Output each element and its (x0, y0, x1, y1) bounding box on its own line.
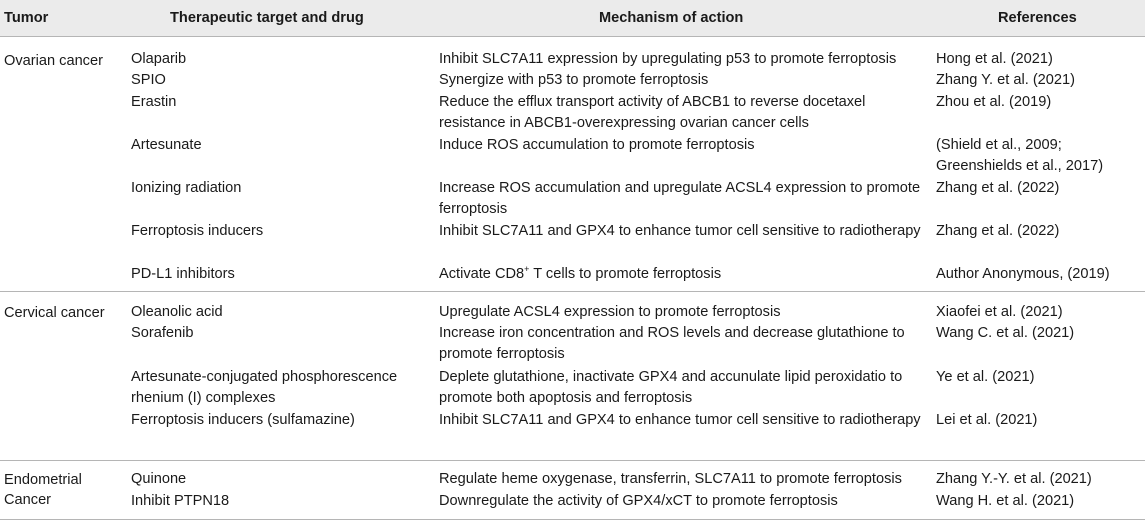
table-row (0, 469, 1145, 490)
table-row (0, 221, 1145, 263)
superscript: + (524, 264, 530, 275)
mechanism-text: Activate CD8 (439, 266, 525, 282)
cell-reference: Zhang Y. et al. (2021) (936, 72, 1076, 88)
cell-mechanism: Inhibit SLC7A11 and GPX4 to enhance tumor cell sensitive to radiotherapy (439, 412, 921, 428)
header-references: References (998, 10, 1077, 26)
cell-target: Erastin (131, 94, 177, 110)
cell-reference: Zhou et al. (2019) (936, 94, 1052, 110)
cell-target: Ferroptosis inducers (sulfamazine) (131, 412, 355, 428)
cell-target: Sorafenib (131, 325, 194, 341)
header-mechanism: Mechanism of action (599, 10, 744, 26)
cell-target: Oleanolic acid (131, 304, 223, 320)
group-endometrial-cancer (0, 461, 1145, 520)
table-row (0, 367, 1145, 409)
cell-mechanism: Increase iron concentration and ROS levels and decrease glutathione to promote ferroptosis (439, 325, 905, 362)
table-row (0, 302, 1145, 323)
cell-mechanism: Downregulate the activity of GPX4/xCT to promote ferroptosis (439, 493, 838, 509)
table-row (0, 323, 1145, 365)
mechanism-text: T cells to promote ferroptosis (529, 266, 722, 282)
header-target: Therapeutic target and drug (170, 10, 364, 26)
table-row (0, 70, 1145, 91)
cell-target: Quinone (131, 471, 187, 487)
cell-target: SPIO (131, 72, 166, 88)
cell-mechanism: Synergize with p53 to promote ferroptosis (439, 72, 709, 88)
cell-target: Ferroptosis inducers (131, 223, 264, 239)
tumor-label: Endometrial Cancer (4, 472, 82, 508)
cell-mechanism: Increase ROS accumulation and upregulate ACSL4 expression to promote ferroptosis (439, 180, 921, 217)
table-row (0, 178, 1145, 220)
cell-mechanism: Induce ROS accumulation to promote ferroptosis (439, 137, 755, 153)
cell-reference: Xiaofei et al. (2021) (936, 304, 1063, 320)
table-row (0, 410, 1145, 452)
cell-target: Ionizing radiation (131, 180, 242, 196)
group-ovarian-cancer (0, 37, 1145, 292)
cell-reference: Wang C. et al. (2021) (936, 325, 1075, 341)
cell-reference: (Shield et al., 2009; Greenshields et al., 2017) (936, 137, 1104, 174)
table-header (0, 0, 1145, 37)
cell-reference: Lei et al. (2021) (936, 412, 1038, 428)
cell-target: Inhibit PTPN18 (131, 493, 230, 509)
group-cervical-cancer (0, 292, 1145, 461)
table-row (0, 264, 1145, 285)
cell-reference: Author Anonymous, (2019) (936, 266, 1110, 282)
table-row (0, 135, 1145, 177)
cell-mechanism: Regulate heme oxygenase, transferrin, SLC7A11 to promote ferroptosis (439, 471, 902, 487)
cell-reference: Zhang et al. (2022) (936, 223, 1060, 239)
cell-mechanism: Inhibit SLC7A11 expression by upregulating p53 to promote ferroptosis (439, 51, 897, 67)
table-row (0, 49, 1145, 70)
cell-target: Olaparib (131, 51, 187, 67)
cell-reference: Hong et al. (2021) (936, 51, 1053, 67)
table-row (0, 491, 1145, 512)
cell-reference: Zhang Y.-Y. et al. (2021) (936, 471, 1092, 487)
cell-reference: Ye et al. (2021) (936, 369, 1035, 385)
table-row (0, 92, 1145, 134)
cell-mechanism: Inhibit SLC7A11 and GPX4 to enhance tumor cell sensitive to radiotherapy (439, 223, 921, 239)
cell-mechanism: Reduce the efflux transport activity of ABCB1 to reverse docetaxel resistance in ABCB1-overexpressing ovarian cancer cells (439, 94, 866, 131)
cell-target: PD-L1 inhibitors (131, 266, 235, 282)
header-tumor: Tumor (4, 10, 49, 26)
tumor-label: Ovarian cancer (4, 53, 103, 69)
cell-mechanism (439, 264, 927, 285)
cell-target: Artesunate (131, 137, 202, 153)
cell-mechanism: Upregulate ACSL4 expression to promote ferroptosis (439, 304, 781, 320)
cell-target: Artesunate-conjugated phosphorescence rhenium (I) complexes (131, 369, 398, 406)
cell-mechanism: Deplete glutathione, inactivate GPX4 and accunulate lipid peroxidatio to promote both apoptosis and ferroptosis (439, 369, 903, 406)
cell-reference: Zhang et al. (2022) (936, 180, 1060, 196)
tumor-label: Cervical cancer (4, 305, 105, 321)
cell-reference: Wang H. et al. (2021) (936, 493, 1075, 509)
